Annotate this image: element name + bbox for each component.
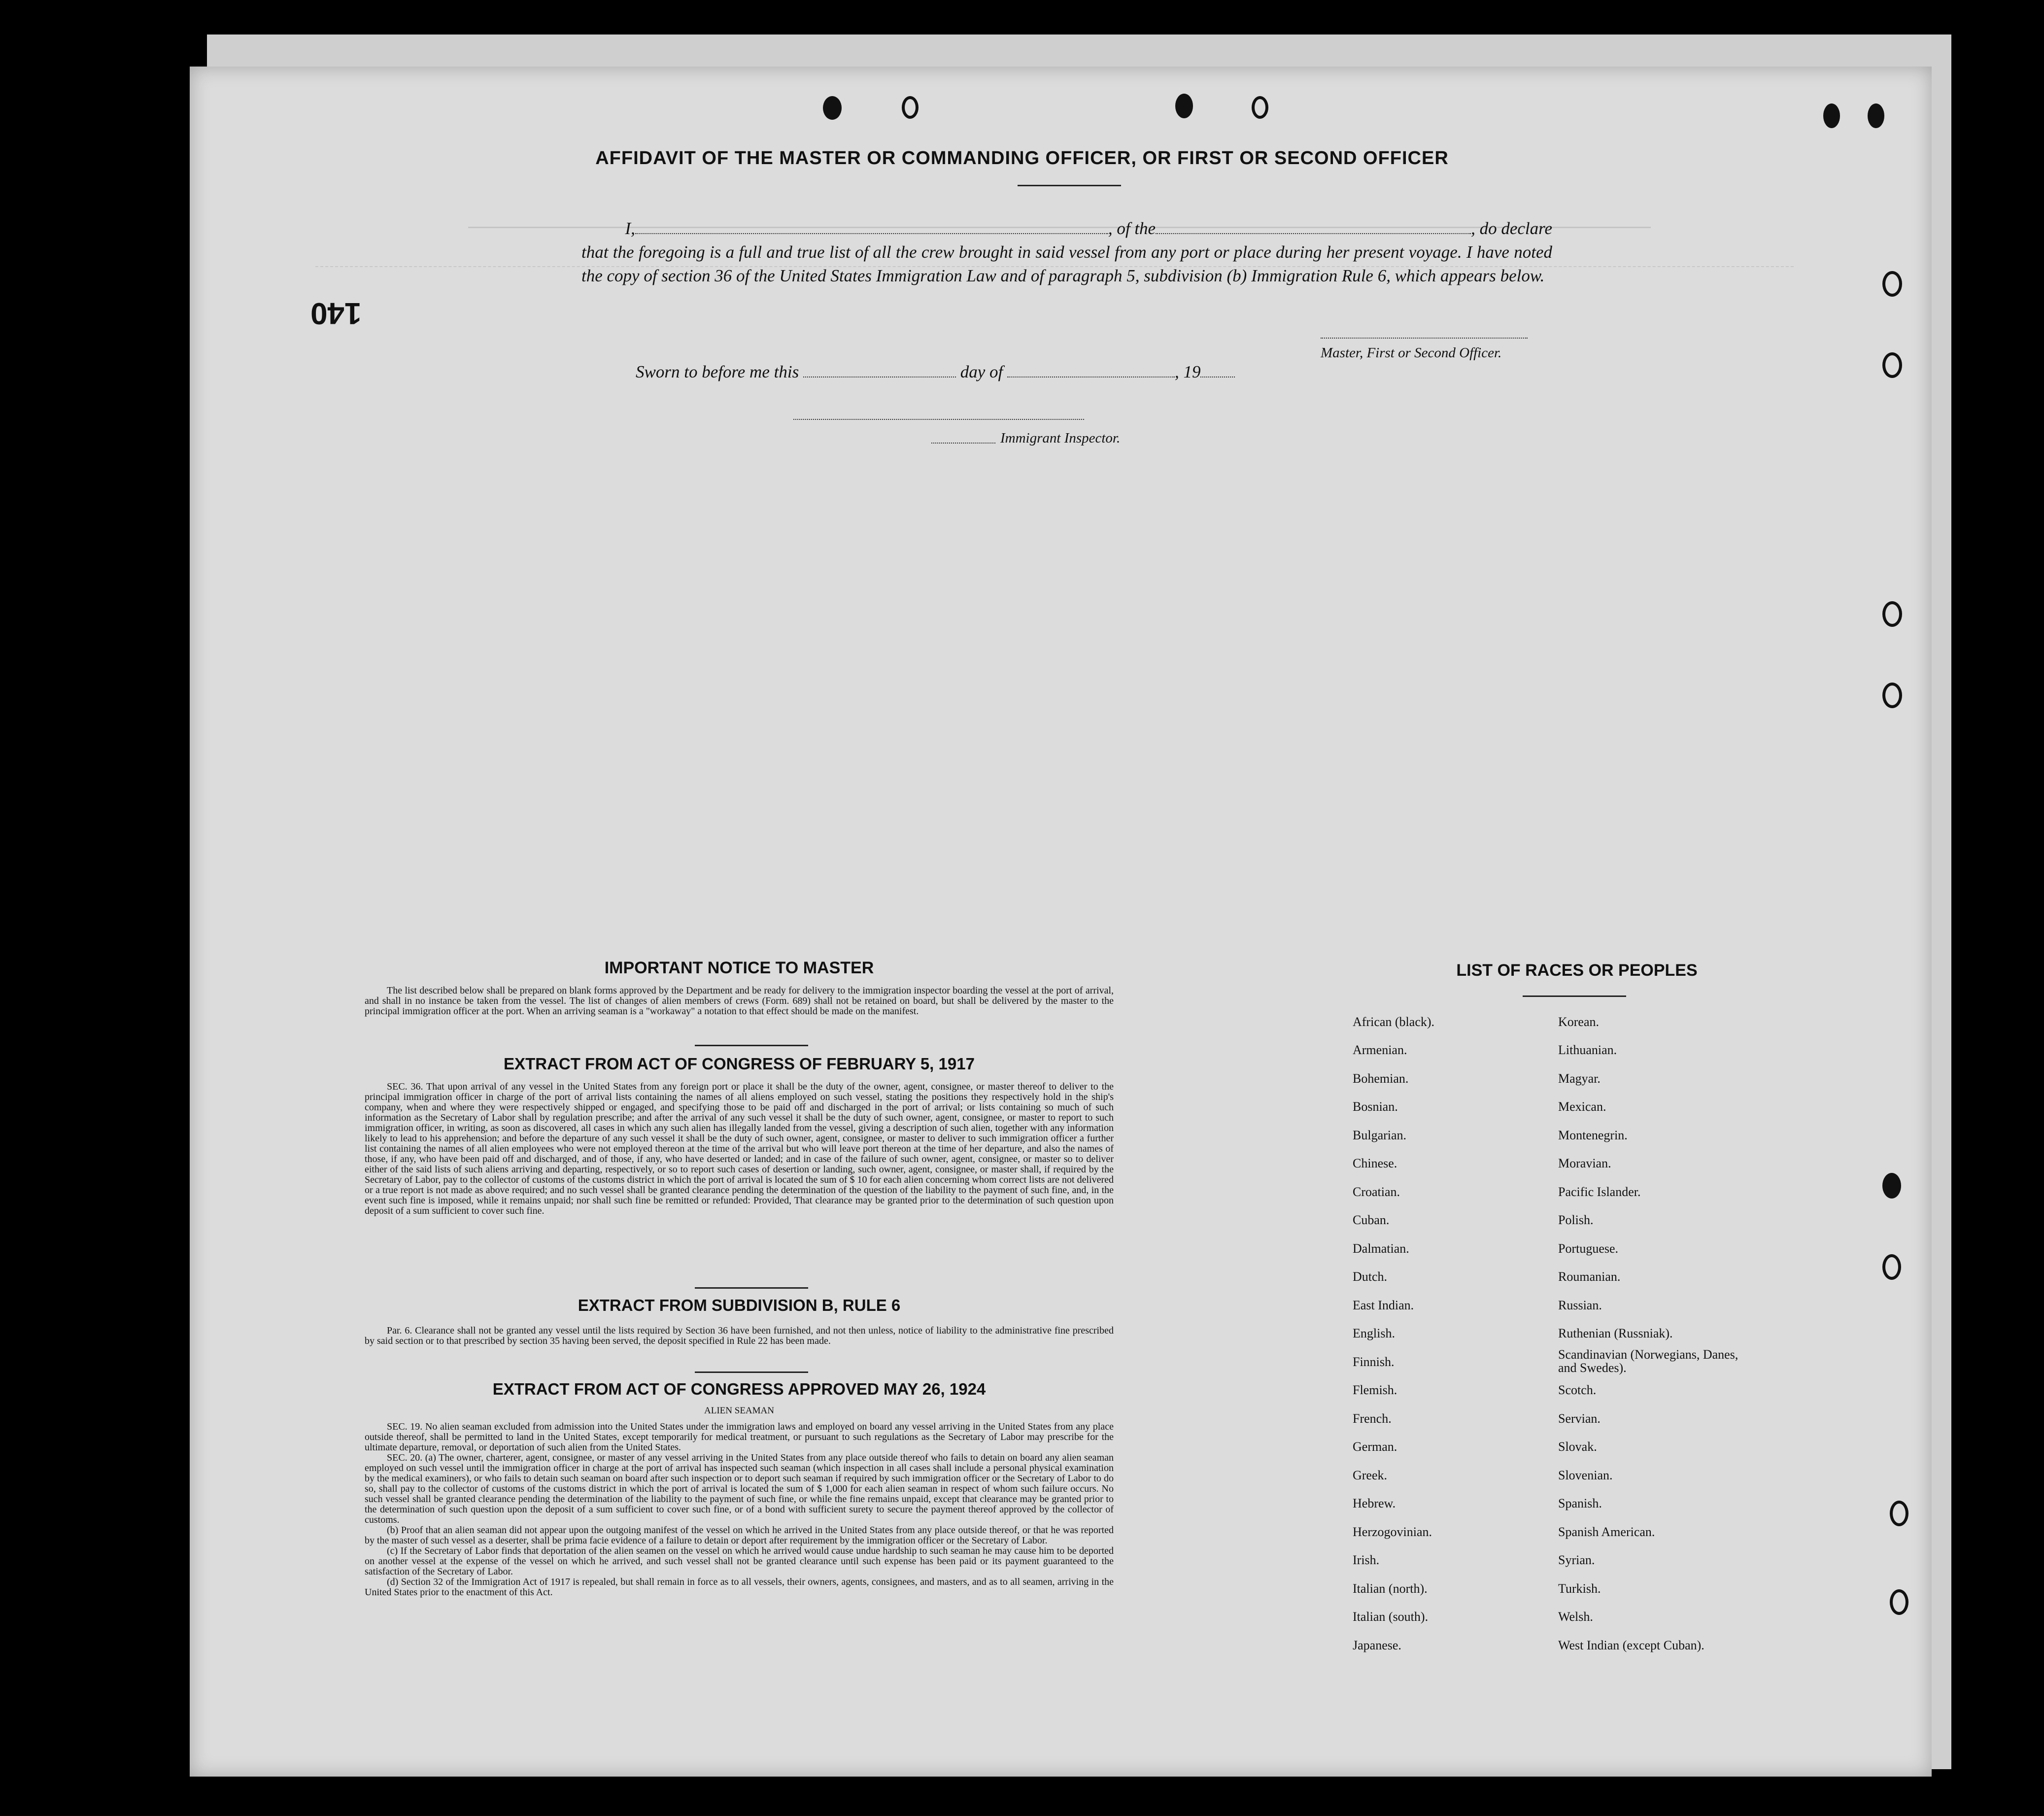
race-item: Magyar. [1558,1071,1601,1086]
race-item: Japanese. [1353,1638,1401,1652]
race-item: Chinese. [1353,1156,1397,1170]
race-item: Slovak. [1558,1439,1597,1454]
sec-19-paragraph: SEC. 19. No alien seaman excluded from admission into the United States under the immigration laws and employed on board any vessel arriving in the United States from any place outside thereof, shall be permitted to land in the United States, except temporarily for medical treatment, or pursuant to such regulations as the Secretary of Labor may prescribe for the ultimate departure, removal, or deportation of such alien from the United States. [365,1421,1114,1453]
title-rule [1018,185,1121,186]
race-item: West Indian (except Cuban). [1558,1638,1704,1652]
sworn-year-prefix: , 19 [1174,362,1201,381]
races-title: LIST OF RACES OR PEOPLES [1456,961,1698,980]
sec-20a-paragraph: SEC. 20. (a) The owner, charterer, agent, consignee, or master of any vessel arriving in the United States from any place outside thereof who fails to detain on board any alien seaman employed on such vessel until the immigration officer in charge at the port of arrival has inspected such seaman (which inspection in all cases shall include a personal physical examination by the medical examiners), or who fails to detain such seaman on board after such inspection or to deport such seaman if required by such immigration officer or the Secretary of Labor to do so, shall pay to the collector of customs of the customs district in which the port of arrival is located the sum of $ 1,000 for each alien seaman in respect of whom such failure occurs. No such vessel shall be granted clearance pending the determination of the liability to the payment of such fine, or while the fine remains unpaid, except that clearance may be granted prior to the determination of such question upon the deposit of a sum sufficient to cover such fine, or of a bond with sufficient surety to secure the payment thereof approved by the collector of customs. [365,1452,1114,1525]
section-rule [695,1045,808,1046]
race-item: Slovenian. [1558,1468,1613,1482]
affidavit-title: AFFIDAVIT OF THE MASTER OR COMMANDING OFFICER, OR FIRST OR SECOND OFFICER [595,148,1449,169]
sec-20d-paragraph: (d) Section 32 of the Immigration Act of 1917 is repealed, but shall remain in force as to all vessels, their owners, agents, consignees, and masters, and as to all seamen, arriving in the United States prior to the enactment of this Act. [365,1576,1114,1598]
inspector-prefix-line [931,443,995,444]
race-item: Syrian. [1558,1553,1595,1567]
race-item: Welsh. [1558,1610,1593,1624]
punch-hole [823,96,842,120]
race-item: Mexican. [1558,1099,1606,1114]
extract-1917-title: EXTRACT FROM ACT OF CONGRESS OF FEBRUARY 5, 1917 [504,1055,975,1073]
race-item: Moravian. [1558,1156,1611,1170]
punch-hole [1882,683,1902,708]
section-rule [695,1287,808,1289]
race-item: Russian. [1558,1298,1602,1312]
race-item: Turkish. [1558,1581,1601,1596]
race-item: Bohemian. [1353,1071,1409,1086]
race-item: East Indian. [1353,1298,1414,1312]
vessel-name-blank[interactable] [1156,233,1471,234]
punch-hole [1868,103,1884,128]
declare-text: , do declare [1471,219,1552,238]
alien-seaman-subtitle: ALIEN SEAMAN [704,1405,774,1416]
race-item: Roumanian. [1558,1269,1621,1284]
notice-text [365,986,1114,1017]
race-item: Portuguese. [1558,1241,1619,1256]
race-item: Lithuanian. [1558,1043,1617,1057]
punch-hole [1882,1173,1901,1199]
race-item: Finnish. [1353,1355,1395,1369]
sec-20b-paragraph: (b) Proof that an alien seaman did not appear upon the outgoing manifest of the vessel on which he arrived in the United States from any place outside thereof, or that he was reported by the master of such vessel as a deserter, shall be prima facie evidence of a failure to detain or deport after requirement by the immigration officer or the Secretary of Labor. [365,1525,1114,1546]
extract-1924-title: EXTRACT FROM ACT OF CONGRESS APPROVED MAY 26, 1924 [492,1380,986,1398]
race-item: Armenian. [1353,1043,1407,1057]
master-signature-label: Master, First or Second Officer. [1321,345,1502,361]
sworn-prefix: Sworn to before me this [636,362,799,381]
race-item: Flemish. [1353,1383,1397,1397]
race-item: African (black). [1353,1015,1435,1029]
notice-paragraph: The list described below shall be prepared on blank forms approved by the Department and be ready for delivery to the immigration inspector boarding the vessel at the port of arrival, and shall in no instance be taken from the vessel. The list of changes of alien members of crews (Form. 689) shall not be retained on board, but shall be delivered by the master to the principal immigration officer at the port. When an arriving seaman is a "workaway" a notation to that effect should be made on the manifest. [365,985,1114,1017]
subdivision-text [365,1326,1114,1346]
race-item: Italian (south). [1353,1610,1429,1624]
race-item: English. [1353,1326,1395,1340]
race-item: Spanish American. [1558,1525,1655,1539]
par-6-paragraph: Par. 6. Clearance shall not be granted any vessel until the lists required by Section 36 have been furnished, and not then unless, notice of liability to the administrative fine prescribed by said section or to that prescribed by section 35 having been served, the deposit specified in Rule 22 has been made. [365,1325,1114,1346]
notice-title: IMPORTANT NOTICE TO MASTER [604,959,874,977]
punch-hole [902,96,919,119]
declarant-name-blank[interactable] [635,233,1108,234]
master-signature-line[interactable] [1321,338,1528,339]
extract-1917-text [365,1082,1114,1216]
page-number-stamp: 140 [310,296,362,330]
races-title-rule [1523,995,1626,997]
section-36-paragraph: SEC. 36. That upon arrival of any vessel in the United States from any foreign port or place it shall be the duty of the owner, agent, consignee, or master thereof to deliver to the principal immigration officer in charge of the port of arrival lists containing the names of all aliens employed on such vessel, stating the positions they respectively hold in the ship's company, when and where they were respectively shipped or engaged, and specifying those to be paid off and discharged in the port of arrival; or lists containing so much of such information as the Secretary of Labor shall by regulation prescribe; and after the arrival of any such vessel it shall be the duty of such owner, agent, consignee, or master to report to such immigration officer, in writing, as soon as discovered, all cases in which any such alien has illegally landed from the vessel, giving a description of such alien, together with any information likely to lead to his apprehension; and before the departure of any such vessel it shall be the duty of such owner, agent, consignee, or master to deliver to such immigration officer a further list containing the names of all alien employees who were not employed thereon at the time of the arrival but who will leave port thereon at the time of her departure, and also the names of those, if any, who have been paid off and discharged, and of those, if any, who have deserted or landed; and in case of the failure of such owner, agent, consignee, or master so to deliver either of the said lists of such aliens arriving and departing, respectively, or so to report such cases of desertion or landing, such owner, agent, consignee, or master shall, if required by the Secretary of Labor, pay to the collector of customs of the customs district in which the port of arrival is located the sum of $ 10 for each alien concerning whom correct lists are not delivered or a true report is not made as above required; and no such vessel shall be granted clearance pending the determination of the question of the liability to the payment of such fine, and, in the event such fine is imposed, while it remains unpaid; nor shall such fine be remitted or refunded: Provided, That clearance may be granted prior to the determination of such question upon deposit of a sum sufficient to cover such fine. [365,1081,1114,1216]
inspector-signature-line[interactable] [793,419,1084,420]
race-item: Croatian. [1353,1185,1400,1199]
declarant-prefix: I, [625,219,635,238]
punch-hole [1175,94,1193,118]
race-item: Korean. [1558,1015,1600,1029]
race-item: Scandinavian (Norwegians, Danes, and Swedes). [1558,1347,1738,1375]
race-item: German. [1353,1439,1397,1454]
punch-hole [1882,271,1902,297]
race-item: Italian (north). [1353,1581,1428,1596]
sworn-mid: day of [960,362,1003,381]
punch-hole [1823,103,1840,128]
race-item: Pacific Islander. [1558,1185,1641,1199]
race-item: Bulgarian. [1353,1128,1407,1142]
punch-hole [1890,1589,1908,1615]
race-item: Cuban. [1353,1213,1390,1227]
race-item: Polish. [1558,1213,1594,1227]
race-item: Greek. [1353,1468,1388,1482]
vessel-prefix: , of the [1108,219,1156,238]
punch-hole [1252,96,1268,119]
affidavit-statement [581,217,1552,288]
extract-1924-text [365,1422,1114,1598]
race-item: Spanish. [1558,1496,1602,1510]
punch-hole [1882,1254,1901,1280]
punch-hole [1882,601,1902,627]
race-item: Bosnian. [1353,1099,1398,1114]
race-item: Servian. [1558,1411,1601,1426]
race-item: Dutch. [1353,1269,1388,1284]
race-item: Hebrew. [1353,1496,1396,1510]
affidavit-body: that the foregoing is a full and true list of all the crew brought in said vessel from any port or place during her present voyage. I have noted the copy of section 36 of the United States Immigration Law and of paragraph 5, subdivision (b) Immigration Rule 6, which appears below. [581,242,1552,285]
sec-20c-paragraph: (c) If the Secretary of Labor finds that deportation of the alien seamen on the vessel on which he arrived would cause undue hardship to such seaman he may cause him to be deported on another vessel at the expense of the vessel on which he arrived, and such vessel shall not be granted clearance until such expense has been paid or its payment guaranteed to the satisfaction of the Secretary of Labor. [365,1545,1114,1577]
inspector-signature-label: Immigrant Inspector. [1000,430,1121,446]
race-item: Montenegrin. [1558,1128,1628,1142]
section-rule [695,1371,808,1373]
race-item: Irish. [1353,1553,1380,1567]
race-item: Ruthenian (Russniak). [1558,1326,1673,1340]
punch-hole [1882,352,1902,378]
punch-hole [1890,1501,1908,1526]
subdivision-title: EXTRACT FROM SUBDIVISION B, RULE 6 [578,1296,901,1314]
sworn-statement [636,362,1235,382]
race-item: Dalmatian. [1353,1241,1409,1256]
race-item: Herzogovinian. [1353,1525,1432,1539]
race-item: French. [1353,1411,1392,1426]
race-item: Scotch. [1558,1383,1597,1397]
